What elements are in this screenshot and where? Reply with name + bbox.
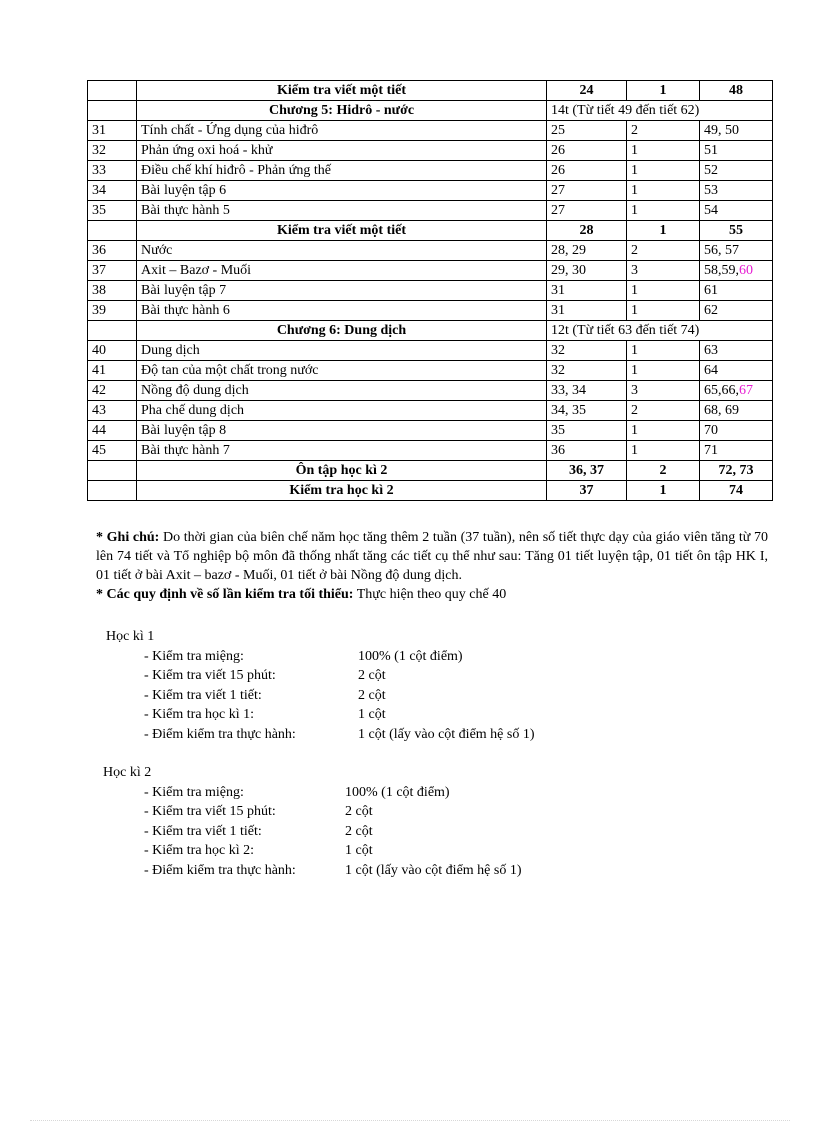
requirement-label: - Kiểm tra viết 15 phút: [144, 668, 276, 683]
requirement-value: 2 cột [345, 823, 373, 839]
period-index-text: 71 [704, 443, 718, 458]
period-index-text: 56, 57 [704, 243, 739, 258]
requirement-value: 1 cột (lấy vào cột điểm hệ số 1) [345, 862, 522, 878]
requirement-label: - Kiểm tra học kì 2: [144, 843, 255, 858]
lesson-number-cell: 35 [88, 201, 137, 221]
week-cell: 36 [547, 441, 627, 461]
period-index-text: 54 [704, 203, 718, 218]
week-cell: 26 [547, 141, 627, 161]
lesson-row [88, 361, 773, 381]
requirement-row [144, 705, 535, 725]
lesson-name-cell: Bài luyện tập 6 [137, 181, 547, 201]
requirement-label: - Kiểm tra miệng: [144, 784, 244, 800]
periods-cell: 3 [627, 261, 700, 281]
period-index-cell [700, 361, 773, 381]
semester-1-block [106, 627, 535, 744]
lesson-number-cell: 34 [88, 181, 137, 201]
week-cell: 32 [547, 361, 627, 381]
requirement-label: - Kiểm tra viết 1 tiết: [144, 823, 262, 839]
period-index-cell [700, 401, 773, 421]
lesson-number-cell: 31 [88, 121, 137, 141]
week-cell: 35 [547, 421, 627, 441]
lesson-name-cell: Bài thực hành 6 [137, 301, 547, 321]
week-cell: 36, 37 [547, 461, 627, 481]
periods-cell: 1 [627, 421, 700, 441]
period-index-text: 74 [729, 483, 743, 498]
week-cell: 34, 35 [547, 401, 627, 421]
lesson-number-cell: 43 [88, 401, 137, 421]
periods-cell: 2 [627, 241, 700, 261]
requirement-value: 2 cột [358, 687, 386, 703]
period-index-cell [700, 301, 773, 321]
rule-label: * Các quy định về số lần kiểm tra tối thiểu: [96, 587, 354, 602]
lesson-name-cell: Dung dịch [137, 341, 547, 361]
period-index-text: 61 [704, 283, 718, 298]
periods-cell: 1 [627, 481, 700, 501]
period-index-cell [700, 441, 773, 461]
requirement-value: 1 cột [345, 843, 373, 858]
period-index-cell [700, 81, 773, 101]
lesson-number-cell [88, 481, 137, 501]
lesson-number-cell [88, 321, 137, 341]
period-index-cell [700, 161, 773, 181]
week-cell: 27 [547, 201, 627, 221]
summary-row [88, 481, 773, 501]
period-index-cell [700, 181, 773, 201]
period-index-text: 48 [729, 83, 743, 98]
lesson-number-cell [88, 221, 137, 241]
requirement-label: - Kiểm tra viết 1 tiết: [144, 687, 262, 703]
lesson-name-cell: Axit – Bazơ - Muối [137, 261, 547, 281]
lesson-number-cell: 33 [88, 161, 137, 181]
requirement-row [144, 725, 535, 745]
periods-cell: 2 [627, 121, 700, 141]
requirement-value: 1 cột [358, 707, 386, 722]
chapter-period-note-cell: 12t (Từ tiết 63 đến tiết 74) [547, 321, 773, 341]
lesson-number-cell: 45 [88, 441, 137, 461]
lesson-name-cell: Pha chế dung dịch [137, 401, 547, 421]
lesson-name-cell: Độ tan của một chất trong nước [137, 361, 547, 381]
week-cell: 31 [547, 281, 627, 301]
requirement-value: 100% (1 cột điểm) [345, 784, 450, 800]
lesson-number-cell [88, 101, 137, 121]
requirement-value: 1 cột (lấy vào cột điểm hệ số 1) [358, 726, 535, 742]
chapter-title-cell: Chương 5: Hidrô - nước [137, 101, 547, 121]
week-cell: 24 [547, 81, 627, 101]
period-index-text: 53 [704, 183, 718, 198]
lesson-name-cell: Bài thực hành 5 [137, 201, 547, 221]
summary-row [88, 461, 773, 481]
summary-row [88, 81, 773, 101]
periods-cell: 1 [627, 201, 700, 221]
period-index-cell [700, 381, 773, 401]
week-cell: 32 [547, 341, 627, 361]
lesson-row [88, 301, 773, 321]
lesson-row [88, 281, 773, 301]
lesson-row [88, 381, 773, 401]
requirement-label: - Điểm kiểm tra thực hành: [144, 862, 296, 878]
lesson-row [88, 441, 773, 461]
lesson-number-cell: 41 [88, 361, 137, 381]
lesson-name-cell: Ôn tập học kì 2 [137, 461, 547, 481]
lesson-name-cell: Điều chế khí hiđrô - Phản ứng thế [137, 161, 547, 181]
periods-cell: 1 [627, 221, 700, 241]
lesson-name-cell: Nồng độ dung dịch [137, 381, 547, 401]
lesson-number-cell: 44 [88, 421, 137, 441]
periods-cell: 1 [627, 161, 700, 181]
lesson-name-cell: Bài luyện tập 7 [137, 281, 547, 301]
lesson-number-cell: 32 [88, 141, 137, 161]
period-index-cell [700, 221, 773, 241]
summary-row [88, 221, 773, 241]
lesson-name-cell: Kiểm tra viết một tiết [137, 81, 547, 101]
lesson-number-cell: 39 [88, 301, 137, 321]
period-index-text: 51 [704, 143, 718, 158]
period-index-cell [700, 421, 773, 441]
chapter-title-cell: Chương 6: Dung dịch [137, 321, 547, 341]
semester-2-block [103, 763, 522, 880]
lesson-row [88, 181, 773, 201]
lesson-number-cell [88, 461, 137, 481]
periods-cell: 1 [627, 281, 700, 301]
requirement-value: 2 cột [358, 668, 386, 683]
period-index-cell [700, 121, 773, 141]
periods-cell: 2 [627, 461, 700, 481]
periods-cell: 1 [627, 361, 700, 381]
week-cell: 25 [547, 121, 627, 141]
period-index-cell [700, 281, 773, 301]
chapter-row [88, 101, 773, 121]
week-cell: 37 [547, 481, 627, 501]
lesson-number-cell [88, 81, 137, 101]
notes-section [96, 528, 768, 604]
note-text: Do thời gian của biên chế năm học tăng thêm 2 tuần (37 tuần), nên số tiết thực dạy của giáo viên tăng từ 70 lên 74 tiết và Tổ nghiệp bộ môn đã thống nhất tăng các tiết cụ thể như sau: Tăng 01 tiết luyện tập, 01 tiết ôn tập HK I, 01 tiết ở bài Axit – bazơ - Muối, 01 tiết ở bài Nồng độ dung dịch. [96, 530, 768, 583]
period-index-text: 58,59, [704, 263, 739, 278]
lesson-number-cell: 38 [88, 281, 137, 301]
lesson-row [88, 341, 773, 361]
lesson-name-cell: Bài luyện tập 8 [137, 421, 547, 441]
lesson-name-cell: Kiểm tra viết một tiết [137, 221, 547, 241]
period-index-cell [700, 261, 773, 281]
week-cell: 33, 34 [547, 381, 627, 401]
page-bottom-divider [30, 1120, 790, 1122]
period-index-text: 68, 69 [704, 403, 739, 418]
periods-cell: 1 [627, 181, 700, 201]
requirement-label: - Kiểm tra viết 15 phút: [144, 804, 276, 819]
week-cell: 28, 29 [547, 241, 627, 261]
periods-cell: 1 [627, 341, 700, 361]
requirement-value: 100% (1 cột điểm) [358, 648, 463, 664]
lesson-row [88, 241, 773, 261]
requirement-value: 2 cột [345, 804, 373, 819]
lesson-row [88, 141, 773, 161]
lesson-row [88, 421, 773, 441]
period-index-text: 65,66, [704, 383, 739, 398]
lesson-plan-table [87, 80, 773, 501]
periods-cell: 1 [627, 301, 700, 321]
lesson-name-cell: Bài thực hành 7 [137, 441, 547, 461]
period-index-text: 63 [704, 343, 718, 358]
chapter-row [88, 321, 773, 341]
lesson-number-cell: 42 [88, 381, 137, 401]
periods-cell: 1 [627, 81, 700, 101]
lesson-name-cell: Kiểm tra học kì 2 [137, 481, 547, 501]
periods-cell: 1 [627, 141, 700, 161]
requirement-label: - Kiểm tra học kì 1: [144, 707, 255, 722]
period-index-cell [700, 341, 773, 361]
chapter-period-note-cell: 14t (Từ tiết 49 đến tiết 62) [547, 101, 773, 121]
added-period-highlight: 60 [739, 263, 753, 278]
semester-title: Học kì 1 [106, 629, 155, 644]
lesson-number-cell: 40 [88, 341, 137, 361]
period-index-cell [700, 481, 773, 501]
period-index-cell [700, 461, 773, 481]
period-index-cell [700, 141, 773, 161]
note-label: * Ghi chú: [96, 530, 160, 545]
lesson-row [88, 401, 773, 421]
lesson-row [88, 161, 773, 181]
requirement-label: - Điểm kiểm tra thực hành: [144, 726, 296, 742]
week-cell: 28 [547, 221, 627, 241]
lesson-number-cell: 37 [88, 261, 137, 281]
lesson-row [88, 201, 773, 221]
period-index-text: 62 [704, 303, 718, 318]
lesson-name-cell: Phản ứng oxi hoá - khử [137, 141, 547, 161]
week-cell: 27 [547, 181, 627, 201]
week-cell: 31 [547, 301, 627, 321]
period-index-cell [700, 201, 773, 221]
requirement-row [144, 647, 535, 667]
periods-cell: 3 [627, 381, 700, 401]
period-index-text: 64 [704, 363, 718, 378]
periods-cell: 1 [627, 441, 700, 461]
week-cell: 26 [547, 161, 627, 181]
semester-title: Học kì 2 [103, 765, 152, 780]
week-cell: 29, 30 [547, 261, 627, 281]
added-period-highlight: 67 [739, 383, 753, 398]
period-index-cell [700, 241, 773, 261]
lesson-number-cell: 36 [88, 241, 137, 261]
period-index-text: 70 [704, 423, 718, 438]
periods-cell: 2 [627, 401, 700, 421]
rule-text: Thực hiện theo quy chế 40 [353, 587, 507, 602]
rule-paragraph [96, 585, 768, 604]
requirement-row [144, 841, 522, 861]
period-index-text: 55 [729, 223, 743, 238]
requirement-row [144, 822, 522, 842]
period-index-text: 52 [704, 163, 718, 178]
note-paragraph [96, 528, 768, 585]
lesson-row [88, 261, 773, 281]
requirement-row [144, 802, 522, 822]
requirement-row [144, 666, 535, 686]
requirement-row [144, 686, 535, 706]
lesson-row [88, 121, 773, 141]
lesson-name-cell: Tính chất - Ứng dụng của hiđrô [137, 121, 547, 141]
lesson-name-cell: Nước [137, 241, 547, 261]
period-index-text: 49, 50 [704, 123, 739, 138]
period-index-text: 72, 73 [718, 463, 754, 478]
requirement-label: - Kiểm tra miệng: [144, 648, 244, 664]
requirement-row [144, 861, 522, 881]
requirement-row [144, 783, 522, 803]
